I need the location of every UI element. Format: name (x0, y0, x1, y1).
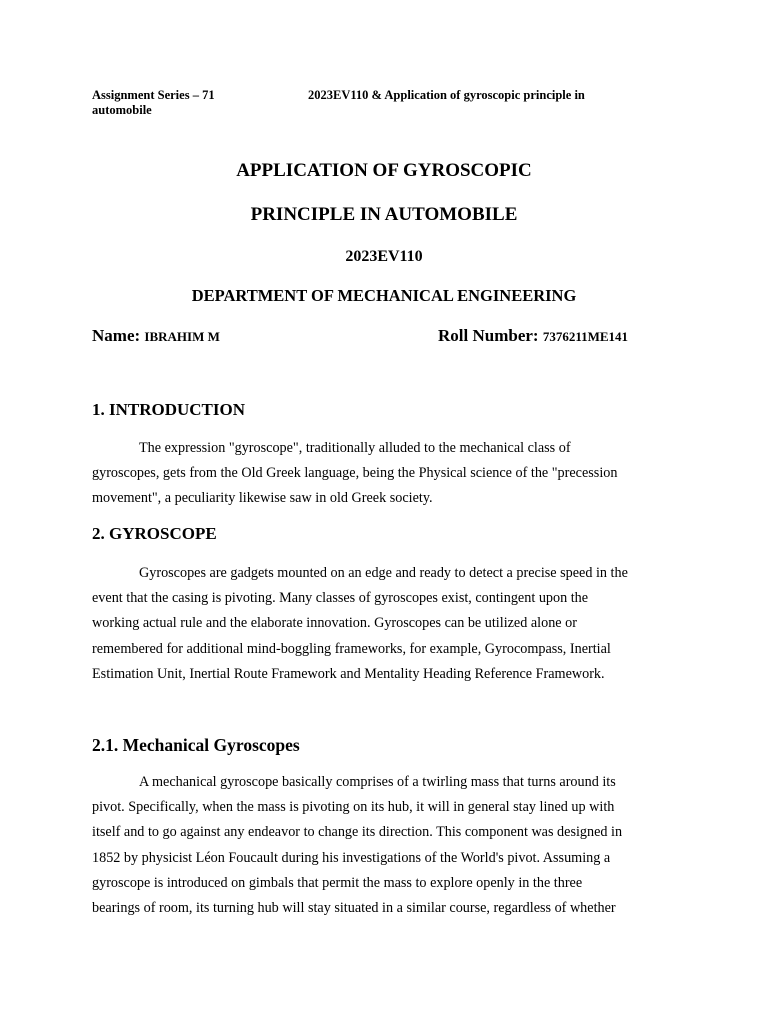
name-label: Name: (92, 326, 141, 345)
paragraph-line: working actual rule and the elaborate innovation. Gyroscopes can be utilized alone or (92, 615, 577, 632)
roll-number-value: 7376211ME141 (542, 329, 629, 344)
gyroscope-paragraph (92, 561, 676, 687)
introduction-paragraph (92, 436, 676, 512)
header-topic-line1: 2023EV110 & Application of gyroscopic principle in (308, 88, 585, 102)
roll-number-label: Roll Number: (438, 326, 539, 345)
running-header (92, 88, 682, 118)
paragraph-line: 1852 by physicist Léon Foucault during his investigations of the World's pivot. Assuming a (92, 849, 611, 866)
paragraph-line: Estimation Unit, Inertial Route Framework and Mentality Heading Reference Framework. (92, 665, 605, 682)
section-heading-introduction: 1. INTRODUCTION (92, 400, 246, 419)
paragraph-line: A mechanical gyroscope basically comprises of a twirling mass that turns around its (139, 774, 616, 790)
section-heading-gyroscope: 2. GYROSCOPE (92, 524, 217, 543)
course-code: 2023EV110 (345, 248, 423, 265)
paragraph-line: itself and to go against any endeavor to change its direction. This component was designed in (92, 824, 623, 841)
header-topic-line2: automobile (92, 103, 152, 117)
roll-number-group (438, 326, 628, 346)
paragraph-line: gyroscopes, gets from the Old Greek language, being the Physical science of the "precession (92, 465, 618, 482)
section-heading-mechanical-gyroscopes: 2.1. Mechanical Gyroscopes (92, 735, 300, 755)
document-title-line1: APPLICATION OF GYROSCOPIC (236, 160, 532, 181)
document-title-line2: PRINCIPLE IN AUTOMOBILE (250, 204, 518, 225)
assignment-series: Assignment Series – 71 (92, 88, 215, 102)
paragraph-line: movement", a peculiarity likewise saw in old Greek society. (92, 490, 433, 507)
paragraph-line: remembered for additional mind-boggling frameworks, for example, Gyrocompass, Inertial (92, 640, 611, 657)
student-info-row (92, 326, 692, 346)
name-value: IBRAHIM M (144, 329, 220, 344)
mechanical-gyroscopes-paragraph (92, 770, 676, 921)
paragraph-line: Gyroscopes are gadgets mounted on an edge and ready to detect a precise speed in the (139, 565, 628, 581)
department-name: DEPARTMENT OF MECHANICAL ENGINEERING (191, 286, 577, 305)
paragraph-line: pivot. Specifically, when the mass is pivoting on its hub, it will in general stay lined up with (92, 799, 615, 816)
paragraph-line: event that the casing is pivoting. Many classes of gyroscopes exist, contingent upon the (92, 590, 589, 607)
paragraph-line: The expression "gyroscope", traditionally alluded to the mechanical class of (139, 440, 571, 456)
paragraph-line: bearings of room, its turning hub will stay situated in a similar course, regardless of whether (92, 900, 616, 917)
paragraph-line: gyroscope is introduced on gimbals that permit the mass to explore openly in the three (92, 874, 583, 891)
